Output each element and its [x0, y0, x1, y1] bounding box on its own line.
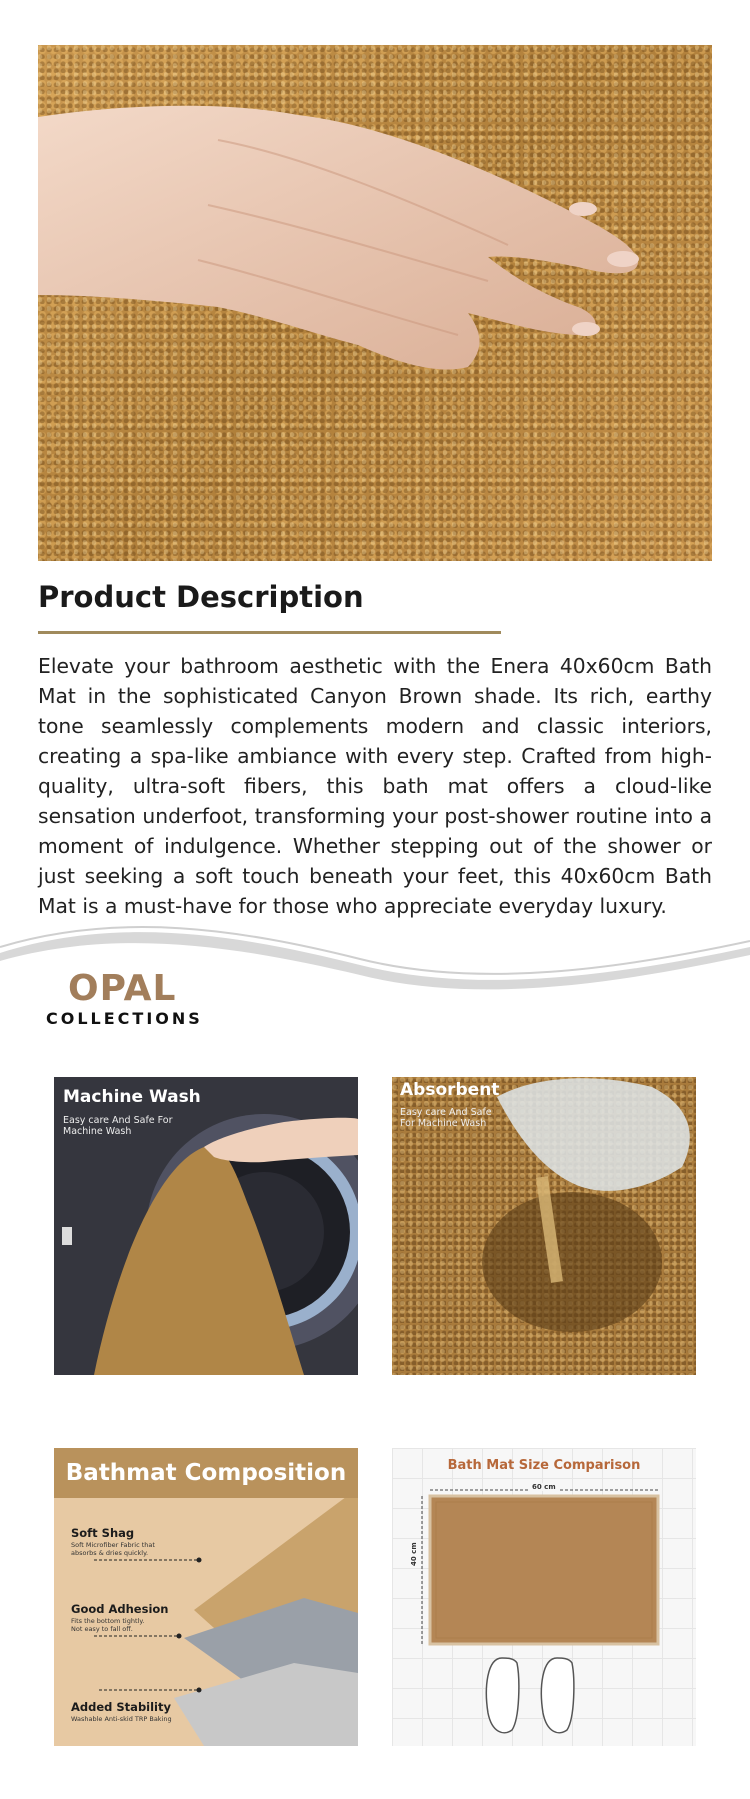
- composition-title: Bathmat Composition: [54, 1448, 358, 1498]
- composition-tile: [54, 1448, 358, 1746]
- brand-logo: OPAL: [68, 968, 177, 1009]
- height-label: 40 cm: [410, 1542, 418, 1566]
- title-underline: [38, 631, 501, 634]
- machine-wash-subtitle: Easy care And Safe For Machine Wash: [63, 1115, 173, 1137]
- brand-tagline: COLLECTIONS: [46, 1009, 203, 1028]
- width-label: 60 cm: [532, 1483, 556, 1491]
- layer-note: Soft Microfiber Fabric that absorbs & dries quickly.: [71, 1541, 155, 1557]
- absorbent-title: Absorbent: [400, 1080, 500, 1100]
- layer-name: Added Stability: [71, 1700, 171, 1714]
- absorbent-tile: [392, 1077, 696, 1375]
- description-text: Elevate your bathroom aesthetic with the Enera 40x60cm Bath Mat in the sophisticated Canyon Brown shade. Its rich, earthy tone seamlessly complements modern and classic interiors, creating a spa-like ambiance with every step. Crafted from high-quality, ultra-soft fibers, this bath mat offers a cloud-like sensation underfoot, transforming your post-shower routine into a moment of indulgence. Whether stepping out of the shower or just seeking a soft touch beneath your feet, this 40x60cm Bath Mat is a must-have for those who appreciate everyday luxury.: [38, 654, 712, 918]
- size-comparison-tile: [392, 1448, 696, 1746]
- layer-note: Fits the bottom tightly. Not easy to fall off.: [71, 1617, 145, 1633]
- absorbent-subtitle: Easy care And Safe For Machine Wash: [400, 1107, 492, 1129]
- size-comparison-title: Bath Mat Size Comparison: [447, 1458, 641, 1473]
- layer-name: Good Adhesion: [71, 1602, 169, 1616]
- layer-name: Soft Shag: [71, 1526, 135, 1540]
- layer-note: Washable Anti-skid TRP Baking: [71, 1715, 172, 1723]
- section-title: Product Description: [38, 580, 364, 614]
- hero-image: [38, 45, 712, 561]
- machine-wash-title: Machine Wash: [63, 1087, 201, 1107]
- machine-wash-tile: [54, 1077, 358, 1375]
